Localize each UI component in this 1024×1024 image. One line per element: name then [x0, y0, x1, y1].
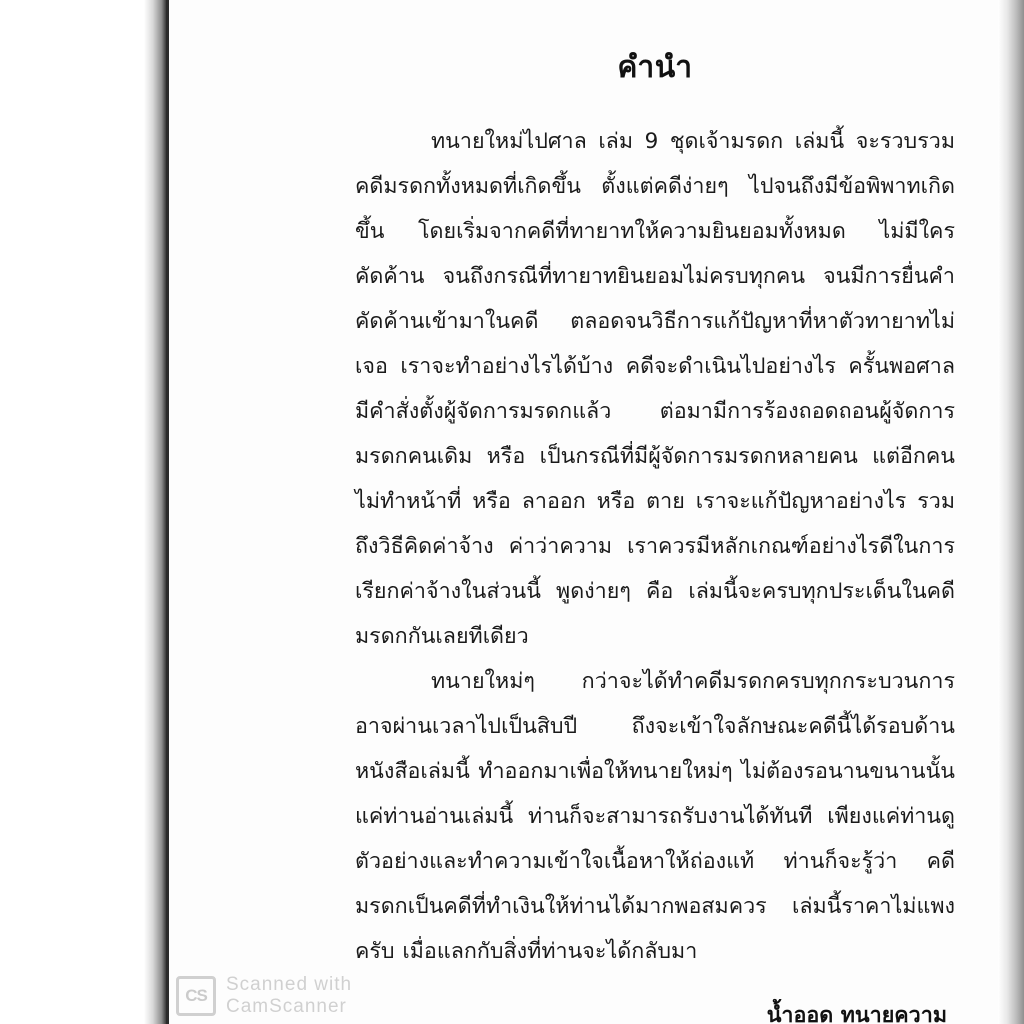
camscanner-watermark: [176, 974, 352, 1018]
paragraph-1: ทนายใหม่ไปศาล เล่ม 9 ชุดเจ้ามรดก เล่มนี้ จะรวบรวมคดีมรดกทั้งหมดที่เกิดขึ้น ตั้งแต่คดีง่ายๆ ไปจนถึงมีข้อพิพาทเกิดขึ้น โดยเริ่มจากคดีที่ทายาทให้ความยินยอมทั้งหมด ไม่มีใครคัดค้าน จนถึงกรณีที่ทายาทยินยอมไม่ครบทุกคน จนมีการยื่นคำคัดค้านเข้ามาในคดี ตลอดจนวิธีการแก้ปัญหาที่หาตัวทายาทไม่เจอ เราจะทำอย่างไรได้บ้าง คดีจะดำเนินไปอย่างไร ครั้นพอศาลมีคำสั่งตั้งผู้จัดการมรดกแล้ว ต่อมามีการร้องถอดถอนผู้จัดการมรดกคนเดิม หรือ เป็นกรณีที่มีผู้จัดการมรดกหลายคน แต่อีกคนไม่ทำหน้าที่ หรือ ลาออก หรือ ตาย เราจะแก้ปัญหาอย่างไร รวมถึงวิธีคิดค่าจ้าง ค่าว่าความ เราควรมีหลักเกณฑ์อย่างไรดีในการเรียกค่าจ้างในส่วนนี้ พูดง่ายๆ คือ เล่มนี้จะครบทุกประเด็นในคดีมรดกกันเลยทีเดียว: [355, 129, 955, 649]
watermark-line-1: Scanned with: [226, 974, 353, 995]
page-edge-right: [998, 0, 1024, 1024]
page-title: คำนำ: [617, 50, 693, 85]
paragraph-2: ทนายใหม่ๆ กว่าจะได้ทำคดีมรดกครบทุกกระบวนการ อาจผ่านเวลาไปเป็นสิบปี ถึงจะเข้าใจลักษณะคดีนี้ได้รอบด้าน หนังสือเล่มนี้ ทำออกมาเพื่อให้ทนายใหม่ๆ ไม่ต้องรอนานขนานนั้น แค่ท่านอ่านเล่มนี้ ท่านก็จะสามารถรับงานได้ทันที เพียงแค่ท่านดูตัวอย่างและทำความเข้าใจเนื้อหาให้ถ่องแท้ ท่านก็จะรู้ว่า คดีมรดกเป็นคดีที่ทำเงินให้ท่านได้มากพอสมควร เล่มนี้ราคาไม่แพงครับ เมื่อแลกกับสิ่งที่ท่านจะได้กลับมา: [355, 669, 955, 964]
camscanner-badge-icon: CS: [176, 976, 216, 1016]
watermark-line-2: CamScanner: [226, 996, 347, 1017]
page-content: [355, 44, 955, 1024]
camscanner-text: [226, 974, 352, 1018]
gutter-shadow: [144, 0, 166, 1024]
page-gutter-left: [0, 0, 166, 1024]
author-signature: น้ำออด ทนายความ: [766, 1003, 947, 1024]
page-paper: [169, 0, 998, 1024]
